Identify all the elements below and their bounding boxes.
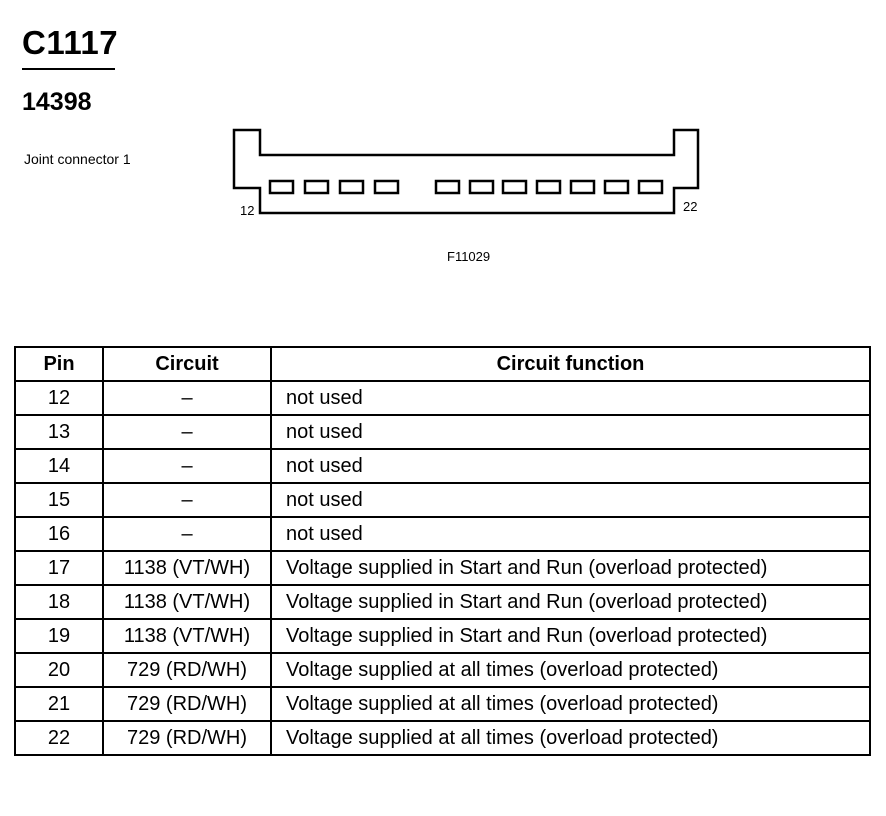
table-row bbox=[15, 721, 870, 755]
connector-name: Joint connector 1 bbox=[24, 151, 131, 167]
pin-cell: 14 bbox=[15, 449, 103, 483]
circuit-cell: 729 (RD/WH) bbox=[103, 687, 271, 721]
table-row bbox=[15, 483, 870, 517]
pin-cavity bbox=[639, 181, 662, 193]
function-cell: Voltage supplied in Start and Run (overload protected) bbox=[271, 551, 870, 585]
function-cell: not used bbox=[271, 517, 870, 551]
circuit-cell: – bbox=[103, 483, 271, 517]
table-row bbox=[15, 517, 870, 551]
function-cell: not used bbox=[271, 415, 870, 449]
table-row bbox=[15, 653, 870, 687]
circuit-cell: – bbox=[103, 381, 271, 415]
circuit-cell: 1138 (VT/WH) bbox=[103, 585, 271, 619]
pin-cell: 20 bbox=[15, 653, 103, 687]
function-cell: not used bbox=[271, 449, 870, 483]
pin-cell: 19 bbox=[15, 619, 103, 653]
figure-code: F11029 bbox=[447, 249, 491, 264]
connector-id-title: C1117 bbox=[22, 24, 119, 61]
pin-cell: 22 bbox=[15, 721, 103, 755]
pin-cell: 18 bbox=[15, 585, 103, 619]
circuit-cell: 729 (RD/WH) bbox=[103, 721, 271, 755]
connector-housing-outline bbox=[234, 130, 698, 213]
pin-cavity bbox=[270, 181, 293, 193]
function-cell: Voltage supplied in Start and Run (overload protected) bbox=[271, 619, 870, 653]
pin-cell: 12 bbox=[15, 381, 103, 415]
pin-cell: 15 bbox=[15, 483, 103, 517]
table-header-row bbox=[15, 347, 870, 381]
circuit-cell: – bbox=[103, 517, 271, 551]
circuit-cell: – bbox=[103, 415, 271, 449]
left-pin-number: 12 bbox=[240, 203, 255, 218]
pin-cavity bbox=[503, 181, 526, 193]
circuit-cell: 729 (RD/WH) bbox=[103, 653, 271, 687]
pin-cavity bbox=[375, 181, 398, 193]
function-cell: not used bbox=[271, 483, 870, 517]
pin-cavity bbox=[436, 181, 459, 193]
table-row bbox=[15, 687, 870, 721]
table-row bbox=[15, 381, 870, 415]
circuit-cell: – bbox=[103, 449, 271, 483]
table-row bbox=[15, 449, 870, 483]
table-row bbox=[15, 619, 870, 653]
table-row bbox=[15, 551, 870, 585]
pin-cavity bbox=[605, 181, 628, 193]
function-cell: Voltage supplied at all times (overload protected) bbox=[271, 721, 870, 755]
header-pin: Pin bbox=[15, 347, 103, 381]
pinout-table bbox=[14, 346, 871, 756]
pin-cavity bbox=[305, 181, 328, 193]
pin-cell: 16 bbox=[15, 517, 103, 551]
table-row bbox=[15, 585, 870, 619]
function-cell: Voltage supplied in Start and Run (overload protected) bbox=[271, 585, 870, 619]
right-pin-number: 22 bbox=[683, 199, 698, 214]
circuit-cell: 1138 (VT/WH) bbox=[103, 619, 271, 653]
header-circuit: Circuit bbox=[103, 347, 271, 381]
pin-cell: 21 bbox=[15, 687, 103, 721]
pin-cavity bbox=[470, 181, 493, 193]
pin-cell: 17 bbox=[15, 551, 103, 585]
pin-cavity bbox=[571, 181, 594, 193]
table-row bbox=[15, 415, 870, 449]
function-cell: Voltage supplied at all times (overload protected) bbox=[271, 653, 870, 687]
connector-face-diagram bbox=[0, 0, 886, 300]
pin-cavity bbox=[340, 181, 363, 193]
header-circuit-function: Circuit function bbox=[271, 347, 870, 381]
function-cell: not used bbox=[271, 381, 870, 415]
circuit-cell: 1138 (VT/WH) bbox=[103, 551, 271, 585]
pin-cavity-group bbox=[270, 181, 662, 193]
function-cell: Voltage supplied at all times (overload protected) bbox=[271, 687, 870, 721]
pin-cell: 13 bbox=[15, 415, 103, 449]
pin-cavity bbox=[537, 181, 560, 193]
part-number: 14398 bbox=[22, 88, 92, 116]
